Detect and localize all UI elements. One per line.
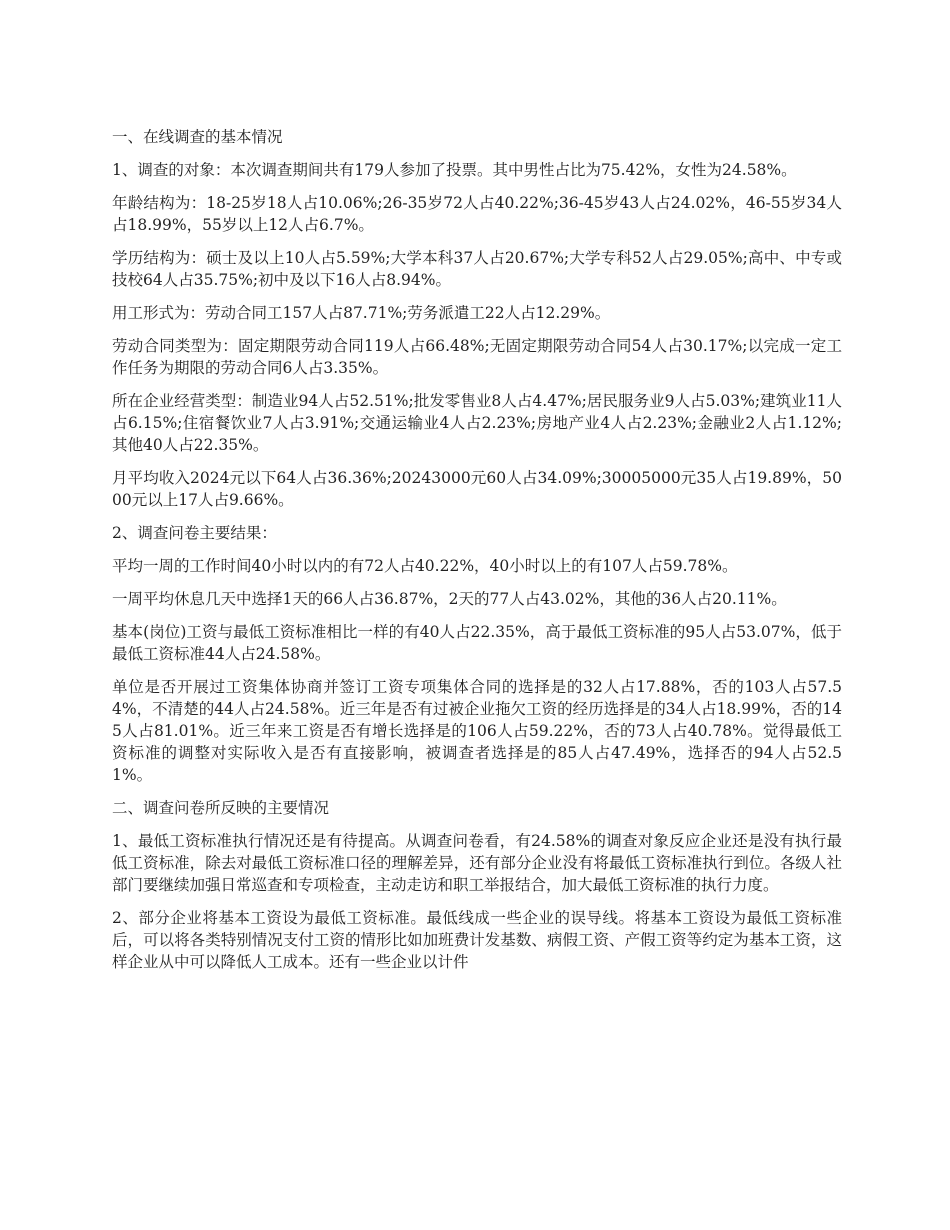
paragraph-age-structure: 年龄结构为：18-25岁18人占10.06%;26-35岁72人占40.22%;36-45岁43人占24.02%，46-55岁34人占18.99%，55岁以上12人占6.7%。	[112, 194, 842, 234]
paragraph-finding-2: 2、部分企业将基本工资设为最低工资标准。最低线成一些企业的误导线。将基本工资设为最低工资标准后，可以将各类特别情况支付工资的情形比如加班费计发基数、病假工资、产假工资等约定为基本工资，这样企业从中可以降低人工成本。还有一些企业以计件	[112, 909, 842, 971]
paragraph-survey-subjects: 1、调查的对象：本次调查期间共有179人参加了投票。其中男性占比为75.42%，女性为24.58%。	[112, 161, 797, 179]
paragraph-monthly-income: 月平均收入2024元以下64人占36.36%;20243000元60人占34.09%;30005000元35人占19.89%，5000元以上17人占9.66%。	[112, 469, 842, 509]
paragraph-rest-days: 一周平均休息几天中选择1天的66人占36.87%，2天的77人占43.02%，其他的36人占20.11%。	[112, 590, 787, 608]
paragraph-enterprise-type: 所在企业经营类型：制造业94人占52.51%;批发零售业8人占4.47%;居民服务业9人占5.03%;建筑业11人占6.15%;住宿餐饮业7人占3.91%;交通运输业4人占2.23%;房地产业4人占2.23%;金融业2人占1.12%;其他40人占22.35%。	[112, 392, 842, 454]
paragraph-education-structure: 学历结构为：硕士及以上10人占5.59%;大学本科37人占20.67%;大学专科52人占29.05%;高中、中专或技校64人占35.75%;初中及以下16人占8.94%。	[112, 249, 842, 289]
section-heading-basic-situation: 一、在线调查的基本情况	[112, 128, 283, 146]
paragraph-working-hours: 平均一周的工作时间40小时以内的有72人占40.22%，40小时以上的有107人占59.78%。	[112, 557, 738, 575]
paragraph-employment-form: 用工形式为：劳动合同工157人占87.71%;劳务派遣工22人占12.29%。	[112, 304, 611, 322]
paragraph-base-wage: 基本(岗位)工资与最低工资标准相比一样的有40人占22.35%，高于最低工资标准的95人占53.07%，低于最低工资标准44人占24.58%。	[112, 623, 842, 663]
paragraph-collective-negotiation: 单位是否开展过工资集体协商并签订工资专项集体合同的选择是的32人占17.88%，否的103人占57.54%，不清楚的44人占24.58%。近三年是否有过被企业拖欠工资的经历选择是的34人占18.99%，否的145人占81.01%。近三年来工资是否有增长选择是的106人占59.22%，否的73人占40.78%。觉得最低工资标准的调整对实际收入是否有直接影响，被调查者选择是的85人占47.49%，选择否的94人占52.51%。	[112, 678, 842, 784]
section-heading-main-results: 2、调查问卷主要结果：	[112, 524, 277, 542]
document-body	[112, 126, 842, 984]
paragraph-finding-1: 1、最低工资标准执行情况还是有待提高。从调查问卷看，有24.58%的调查对象反应企业还是没有执行最低工资标准，除去对最低工资标准口径的理解差异，还有部分企业没有将最低工资标准执行到位。各级人社部门要继续加强日常巡查和专项检查，主动走访和职工举报结合，加大最低工资标准的执行力度。	[112, 832, 842, 894]
paragraph-contract-type: 劳动合同类型为：固定期限劳动合同119人占66.48%;无固定期限劳动合同54人占30.17%;以完成一定工作任务为期限的劳动合同6人占3.35%。	[112, 337, 842, 377]
section-heading-main-findings: 二、调查问卷所反映的主要情况	[112, 799, 330, 817]
